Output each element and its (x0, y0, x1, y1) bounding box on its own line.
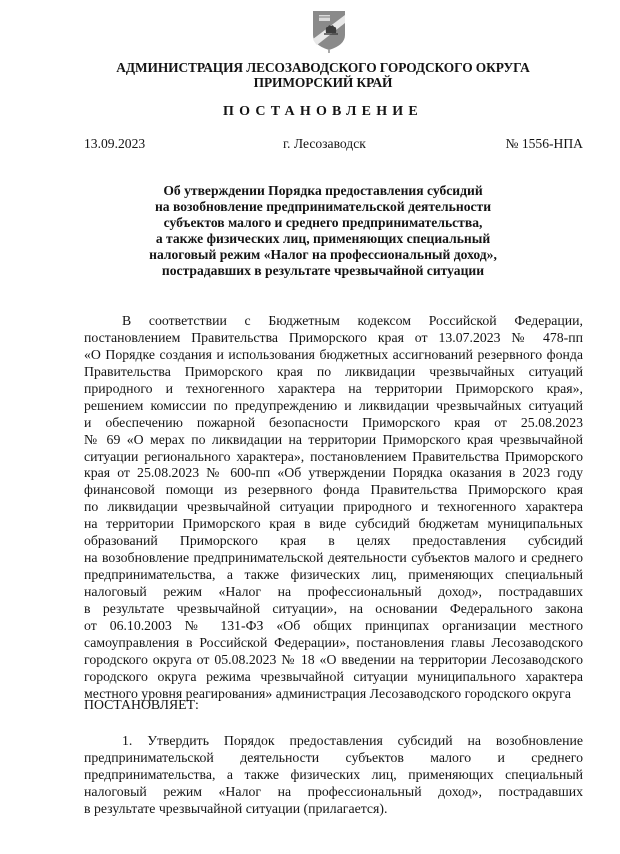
text-line: природного и техногенного характера на территории Приморского края», (84, 380, 583, 396)
organization-name: АДМИНИСТРАЦИЯ ЛЕСОЗАВОДСКОГО ГОРОДСКОГО ОКРУГА (116, 60, 530, 75)
text-line: предпринимательской деятельности субъектов малого и среднего (84, 749, 583, 765)
text-line: В соответствии с Бюджетным кодексом Российской Федерации, (122, 313, 583, 328)
text-line: местного уровня реагирования» администрация Лесозаводского городского округа (84, 685, 571, 701)
text-line: предпринимательства, а также физических лиц, применяющих специальный (84, 567, 583, 583)
text-line: 1. Утвердить Порядок предоставления субсидий на возобновление (122, 733, 583, 748)
text-line: на территории Приморского края в виде субсидий бюджетам муниципальных (84, 516, 583, 532)
region-name: ПРИМОРСКИЙ КРАЙ (253, 75, 393, 90)
text-line: края от 25.08.2023 № 600-пп «Об утверждении Порядка оказания в 2023 году (84, 465, 583, 481)
text-line: финансовой помощи из резервного фонда Правительства Приморского края (84, 482, 583, 498)
text-line: «О Порядке создания и использования бюджетных ассигнований резервного фонда (84, 346, 583, 362)
text-line: самоуправления в Российской Федерации», постановления главы Лесозаводского (84, 634, 583, 650)
title-line: пострадавших в результате чрезвычайной ситуации (161, 262, 485, 278)
text-line: в результате чрезвычайной ситуации (прилагается). (84, 800, 388, 816)
document-city: г. Лесозаводск (283, 136, 366, 151)
text-line: от 06.10.2003 № 131-ФЗ «Об общих принципах организации местного (84, 617, 583, 633)
text-line: решением комиссии по предупреждению и ликвидации чрезвычайных ситуаций (84, 397, 583, 413)
text-line: налоговый режим «Налог на профессиональный доход», пострадавших (84, 783, 583, 799)
document-number: № 1556-НПА (505, 136, 583, 151)
document-date: 13.09.2023 (84, 136, 146, 151)
text-line: городского округа от 05.08.2023 № 18 «О введении на территории Лесозаводского (84, 651, 583, 667)
title-line: Об утверждении Порядка предоставления субсидий (163, 183, 483, 198)
decree-item-1 (84, 733, 583, 818)
title-line: субъектов малого и среднего предпринимательства, (163, 214, 483, 230)
decree-word: ПОСТАНОВЛЯЕТ: (84, 697, 199, 712)
text-line: предпринимательства, а также физических лиц, применяющих специальный (84, 766, 583, 782)
text-line: на возобновление предпринимательской деятельности субъектов малого и среднего (84, 550, 583, 566)
preamble-paragraph (84, 313, 583, 703)
text-line: образований Приморского края в целях предоставления субсидий (84, 533, 583, 549)
text-line: по ликвидации чрезвычайной ситуации природного и техногенного характера (84, 499, 583, 515)
title-line: налоговый режим «Налог на профессиональный доход», (149, 246, 497, 262)
document-meta (84, 136, 583, 154)
text-line: постановлением Правительства Приморского края от 13.07.2023 № 478-пп (84, 329, 583, 345)
text-line: № 69 «О мерах по ликвидации на территории Приморского края чрезвычайной (84, 431, 583, 447)
document-title (13, 183, 620, 278)
text-line: в результате чрезвычайной ситуации», на основании Федерального закона (84, 600, 583, 616)
coat-of-arms-icon (311, 9, 347, 53)
text-line: городского округа режима чрезвычайной ситуации муниципального характера (84, 668, 583, 684)
title-line: на возобновление предпринимательской деятельности (154, 198, 492, 214)
title-line: а также физических лиц, применяющих специальный (155, 230, 491, 246)
text-line: налоговый режим «Налог на профессиональный доход», пострадавших (84, 584, 583, 599)
text-line: и обеспечению пожарной безопасности Приморского края от 25.08.2023 (84, 414, 583, 430)
text-line: ситуации регионального характера», постановлением Правительства Приморского (84, 448, 583, 464)
text-line: Правительства Приморского края по ликвидации чрезвычайных ситуаций (84, 363, 583, 379)
document-type: ПОСТАНОВЛЕНИЕ (223, 104, 423, 119)
